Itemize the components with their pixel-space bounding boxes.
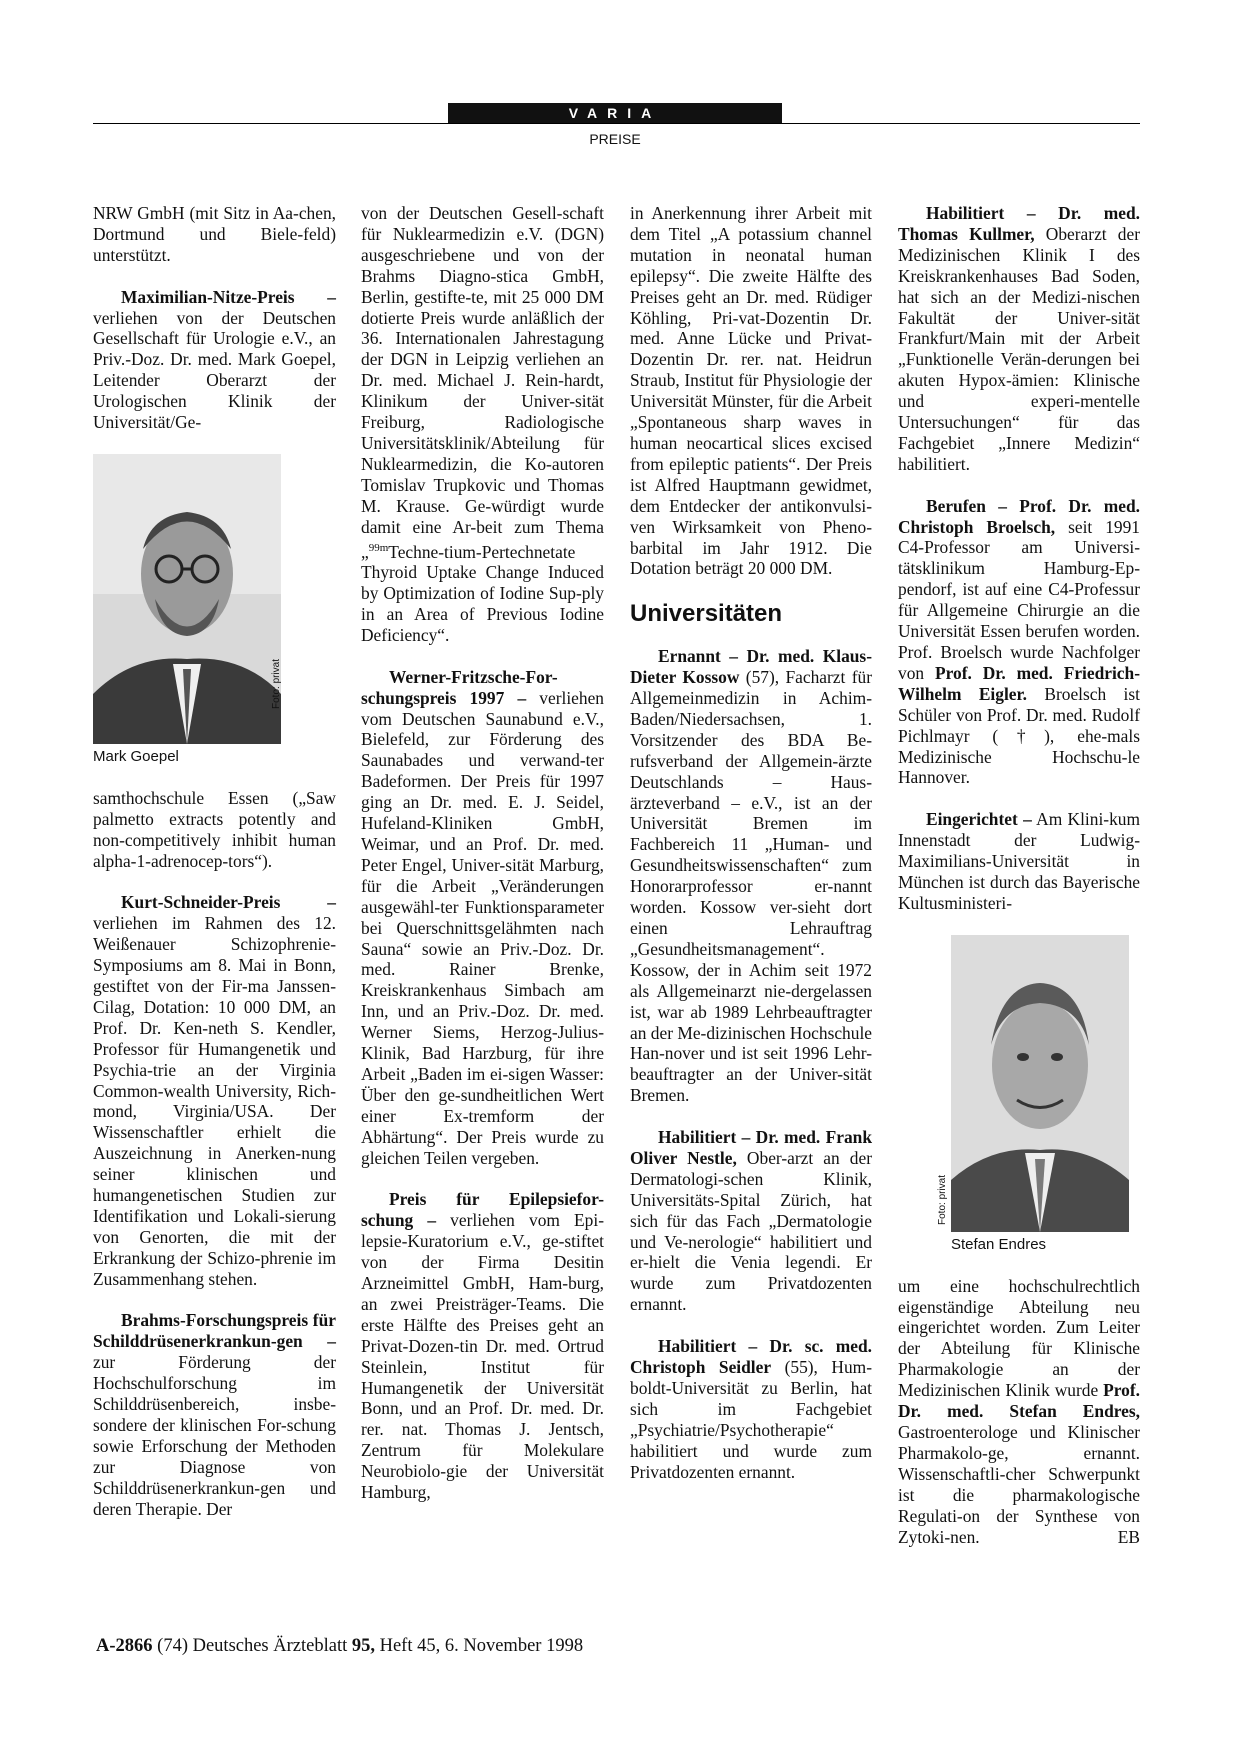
- author-signature: EB: [1117, 1526, 1140, 1547]
- page-number: A-2866: [96, 1636, 153, 1656]
- prize-title: Brahms-Forschungspreis für Schilddrüsenerkrankun-gen –: [93, 1310, 336, 1352]
- prize-title: Werner-Fritzsche-For-schungspreis 1997 –: [361, 666, 558, 708]
- paragraph-epilepsie: Preis für Epilepsiefor-schung – verliehen vom Epi-lepsie-Kuratorium e.V., ge-stiftet von der Firma Desitin Arzneimittel GmbH, Ham-burg, an zwei Preisträger-Teams. Die erste Hälfte des Preises geht an Privat-Dozen-tin Dr. med. Ortrud Steinlein, Institut für Humangenetik der Universität Bonn, und an Prof. Dr. med. Dr. rer. nat. Thomas J. Jentsch, Zentrum für Molekulare Neurobiolo-gie der Universität Hamburg,: [361, 1189, 604, 1503]
- entry-title: Ernannt – Dr. med. Klaus-Dieter Kossow: [630, 646, 872, 688]
- paragraph: von der Deutschen Gesell-schaft für Nuklearmedizin e.V. (DGN) ausgeschriebene und von der Brahms Diagno-stica GmbH, Berlin, gestifte-te, mit 25 000 DM dotierte Preis wurde anläßlich der 36. Internationalen Jahrestagung der DGN in Leipzig verliehen an Dr. med. Michael J. Rein-hardt, Klinikum der Univer-sität Freiburg, Radiologische Universitätsklinik/Abteilung für Nuklearmedizin, die Ko-autoren Tomislav Trupkovic und Thomas M. Krause. Ge-würdigt wurde damit eine Ar-beit zum Thema „$^{99m}$Techne-tium-Pertechnetate Thyroid Uptake Change Induced by Optimization of Iodine Sup-ply in an Area of Previous Iodine Deficiency“.: [361, 203, 604, 645]
- prize-title: Preis für Epilepsiefor-schung –: [361, 1189, 604, 1231]
- paragraph-eingerichtet: Eingerichtet – Am Klini-kum Innenstadt der Ludwig-Maximilians-Universität in München ist durch das Bayerische Kultusministeri-: [898, 809, 1140, 913]
- photo-caption: Stefan Endres: [951, 1235, 1047, 1253]
- portrait-photo-goepel: [93, 454, 281, 744]
- photo-caption: Mark Goepel: [93, 747, 179, 765]
- page-footer: A-2866 (74) Deutsches Ärzteblatt 95, Heft 45, 6. November 1998: [96, 1636, 584, 1656]
- section-label: VARIA: [448, 103, 782, 123]
- section-heading: Universitäten: [630, 600, 783, 628]
- paragraph-nestle: Habilitiert – Dr. med. Frank Oliver Nestle, Ober-arzt an der Dermatologi-schen Klinik, Universitäts-Spital Zürich, hat sich für das Fach „Dermatologie und Ve-nerologie“ habilitiert und er-hielt die Venia legendi. Er wurde zum Privatdozenten ernannt.: [630, 1127, 873, 1315]
- subsection-label: PREISE: [589, 131, 641, 147]
- photo-credit: Foto: privat: [937, 1174, 948, 1225]
- paragraph-nitze: Maximilian-Nitze-Preis – verliehen von der Deutschen Gesellschaft für Urologie e.V., an Priv.-Doz. Dr. med. Mark Goepel, Leitender Oberarzt der Urologischen Klinik der Universität/Ge-: [93, 286, 336, 433]
- paragraph-kossow: Ernannt – Dr. med. Klaus-Dieter Kossow (57), Facharzt für Allgemeinmedizin in Achim-Baden/Niedersachsen, 1. Vorsitzender des BDA Be-rufsverband der Allgemein-ärzte Deutschlands – Haus-ärzteverband – e.V., ist an der Universität Bremen im Fachbereich 11 „Human- und Gesundheitswissenschaften“ zum Honorarprofessor er-nannt worden. Kossow ver-sieht dort einen Lehrauftrag „Gesundheitsmanagement“. Kossow, der in Achim seit 1972 als Allgemeinarzt nie-dergelassen ist, war ab 1989 Lehrbeauftragter an der Me-dizinischen Hochschule Han-nover und ist seit 1996 Lehr-beauftragter an der Univer-sität Bremen.: [630, 646, 872, 1106]
- column-4: [898, 203, 1140, 1568]
- paragraph: NRW GmbH (mit Sitz in Aa-chen, Dortmund und Biele-feld) unterstützt.: [93, 203, 336, 265]
- volume-number: 95,: [351, 1636, 375, 1656]
- prize-title: Maximilian-Nitze-Preis –: [121, 286, 336, 307]
- entry-title: Habilitiert – Dr. med. Frank Oliver Nestle,: [630, 1127, 872, 1168]
- entry-title: Berufen – Prof. Dr. med. Christoph Broelsch,: [898, 495, 1140, 537]
- paragraph-fritzsche: Werner-Fritzsche-For-schungspreis 1997 – verliehen vom Deutschen Saunabund e.V., Bielefeld, zur Förderung des Saunabades und verwand-ter Badeformen. Der Preis für 1997 ging an Dr. med. E. J. Seidel, Hufeland-Kliniken GmbH, Weimar, und an Prof. Dr. med. Peter Engel, Univer-sität Marburg, für die Arbeit „Veränderungen ausgewähl-ter Funktionsparameter bei Querschnittsgelähmten nach Sauna“ sowie an Priv.-Doz. Dr. med. Rainer Brenke, Kreiskrankenhaus Simbach am Inn, und an Priv.-Doz. Dr. med. Werner Siems, Herzog-Julius-Klinik, Bad Harzburg, für ihre Arbeit „Baden im ei-sigen Wasser: Über den ge-sundheitlichen Wert einer Ex-tremform der Abhärtung“. Der Preis wurde zu gleichen Teilen vergeben.: [361, 666, 604, 1168]
- paragraph-kullmer: Habilitiert – Dr. med. Thomas Kullmer, Oberarzt der Medizinischen Klinik I des Kreiskrankenhauses Bad Soden, hat sich an der Medizi-nischen Fakultät der Univer-sität Frankfurt/Main mit der Arbeit „Funktionelle Verän-derungen bei akuten Hypox-ämien: Klinische und experi-mentelle Untersuchungen“ für das Fachgebiet „Innere Medizin“ habilitiert.: [898, 203, 1140, 474]
- paragraph-schneider: Kurt-Schneider-Preis – verliehen im Rahmen des 12. Weißenauer Schizophrenie-Symposiums am 8. Mai in Bonn, gestiftet von der Fir-ma Janssen-Cilag, Dotation: 10 000 DM, an Prof. Dr. Ken-neth S. Kendler, Professor für Humangenetik und Psychia-trie an der Virginia Common-wealth University, Rich-mond, Virginia/USA. Der Wissenschaftler erhielt die Auszeichnung in Anerken-nung seiner klinischen und humangenetischen Studien zur Identifikation und Lokali-sierung von Genorten, die mit der Erkrankung der Schizo-phrenie im Zusammenhang stehen.: [93, 892, 336, 1289]
- entry-title: Habilitiert – Dr. med. Thomas Kullmer,: [898, 203, 1140, 244]
- paragraph-brahms: Brahms-Forschungspreis für Schilddrüsenerkrankun-gen – zur Förderung der Hochschulforschung im Schilddrüsenbereich, insbe-sondere der klinischen For-schung sowie Erforschung der Methoden zur Diagnose von Schilddrüsenerkrankun-gen und deren Therapie. Der: [93, 1310, 336, 1519]
- column-3: [630, 203, 872, 1503]
- header-rule: [93, 123, 1140, 124]
- portrait-photo-endres: [937, 935, 1129, 1232]
- paragraph: in Anerkennung ihrer Arbeit mit dem Titel „A potassium channel mutation in neonatal human epilepsy“. Die zweite Hälfte des Preises geht an Dr. med. Rüdiger Köhling, Pri-vat-Dozentin Dr. med. Anne Lücke und Privat-Dozentin Dr. rer. nat. Heidrun Straub, Institut für Physiologie der Universität Münster, für die Arbeit „Spontaneous sharp waves in human neocartical slices excised from epileptic patients“. Der Preis ist Alfred Hauptmann gewidmet, dem Entdecker der antikonvulsi-ven Wirksamkeit von Pheno-barbital im Jahr 1912. Die Dotation beträgt 20 000 DM.: [630, 203, 872, 579]
- paragraph-seidler: Habilitiert – Dr. sc. med. Christoph Seidler (55), Hum-boldt-Universität zu Berlin, hat sich im Fachgebiet „Psychiatrie/Psychotherapie“ habilitiert und wurde zum Privatdozenten ernannt.: [630, 1336, 872, 1482]
- photo-credit: Foto: privat: [271, 658, 282, 709]
- prize-title: Kurt-Schneider-Preis –: [121, 892, 336, 913]
- paragraph-broelsch: Berufen – Prof. Dr. med. Christoph Broelsch, seit 1991 C4-Professor am Universi-tätsklinikum Hamburg-Ep-pendorf, ist auf eine C4-Professur für Allgemeine Chirurgie an die Universität Essen berufen worden. Prof. Broelsch wurde Nachfolger von Prof. Dr. med. Friedrich-Wilhelm Eigler. Broelsch ist Schüler von Prof. Dr. med. Rudolf Pichlmayr (†), ehe-mals Medizinische Hochschu-le Hannover.: [898, 495, 1140, 788]
- paragraph: samthochschule Essen („Saw palmetto extracts potently and non-competitively inhibit human alpha-1-adrenocep-tors“).: [93, 787, 336, 871]
- paragraph: um eine hochschulrechtlich eigenständige Abteilung neu eingerichtet worden. Zum Leiter der Abteilung für Klinische Pharmakologie an der Medizinischen Klinik wurde Prof. Dr. med. Stefan Endres, Gastroenterologe und Klinischer Pharmakolo-ge, ernannt. Wissenschaftli-cher Schwerpunkt ist die pharmakologische Regulati-on der Synthese von Zytoki-nen. EB: [898, 1275, 1140, 1547]
- entry-title: Habilitiert – Dr. sc. med. Christoph Seidler: [630, 1336, 872, 1377]
- portrait-image: [93, 454, 281, 744]
- portrait-image: [951, 935, 1129, 1232]
- entry-title: Eingerichtet –: [926, 809, 1032, 830]
- column-2: [361, 203, 604, 1524]
- column-1: [93, 203, 336, 1540]
